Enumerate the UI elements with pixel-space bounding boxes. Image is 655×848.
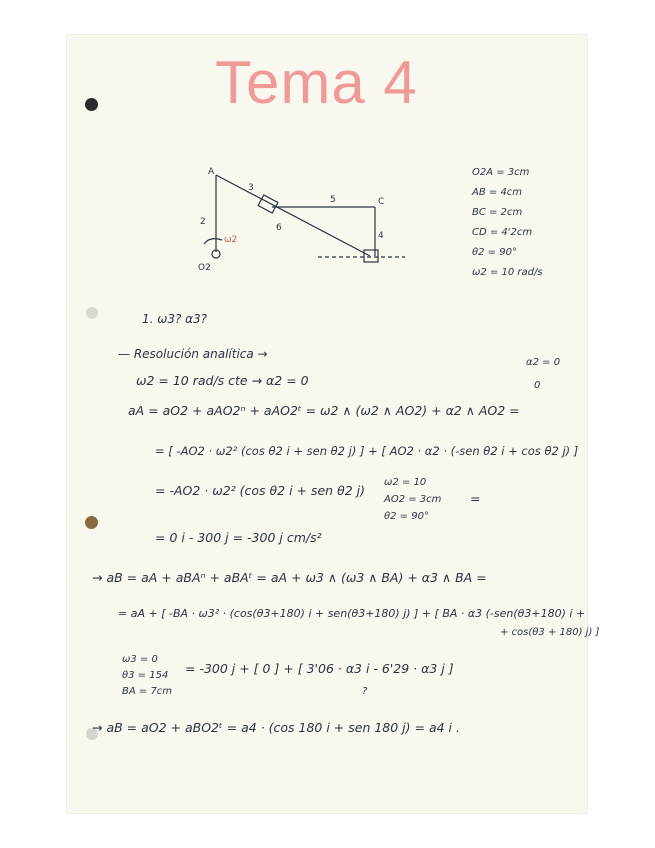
label-link-2: 2 bbox=[200, 217, 206, 227]
given-item: BC = 2cm bbox=[472, 207, 523, 218]
label-link-3: 3 bbox=[248, 183, 254, 193]
given-item: AB = 4cm bbox=[472, 187, 523, 198]
label-o2: O2 bbox=[198, 263, 211, 273]
given-item: ω2 = 10 rad/s bbox=[472, 267, 543, 278]
brace-item: AO2 = 3cm bbox=[384, 494, 442, 505]
punch-hole bbox=[85, 98, 98, 111]
label-link-4: 4 bbox=[378, 231, 384, 241]
ground-slider bbox=[364, 250, 378, 262]
equation-line: aA = aO2 + aAO2ⁿ + aAO2ᵗ = ω2 ∧ (ω2 ∧ AO2) + α2 ∧ AO2 = bbox=[128, 403, 520, 418]
label-link-5: 5 bbox=[330, 195, 336, 205]
equation-line: → aB = aO2 + aBO2ᵗ = a4 · (cos 180 i + sen 180 j) = a4 i . bbox=[92, 720, 460, 735]
omega-arrow bbox=[204, 239, 222, 244]
link-3 bbox=[216, 175, 370, 256]
side-note: α2 = 0 bbox=[526, 357, 561, 368]
equation-line: ω2 = 10 rad/s cte → α2 = 0 bbox=[136, 373, 309, 388]
mechanism-diagram bbox=[190, 160, 420, 275]
label-omega2: ω2 bbox=[224, 235, 238, 245]
given-item: θ2 = 90° bbox=[472, 247, 517, 258]
equation-line: → aB = aA + aBAⁿ + aBAᵗ = aA + ω3 ∧ (ω3 ∧ BA) + α3 ∧ BA = bbox=[92, 570, 487, 585]
brace-item: ω2 = 10 bbox=[384, 477, 427, 488]
punch-hole bbox=[86, 307, 98, 319]
label-a: A bbox=[208, 167, 215, 177]
equation-line: = bbox=[470, 491, 481, 506]
brace-item: θ3 = 154 bbox=[122, 670, 169, 681]
equation-line: = -AO2 · ω2² (cos θ2 i + sen θ2 j) bbox=[155, 483, 365, 498]
slider-block bbox=[258, 195, 278, 213]
equation-line: + cos(θ3 + 180) j) ] bbox=[500, 627, 600, 638]
label-link-6: 6 bbox=[276, 223, 282, 233]
page-title: Tema 4 bbox=[215, 49, 418, 116]
section-heading: — Resolución analítica → bbox=[118, 347, 268, 361]
question: 1. ω3? α3? bbox=[142, 312, 208, 326]
label-c: C bbox=[378, 197, 385, 207]
equation-line: = aA + [ -BA · ω3² · (cos(θ3+180) i + sen(θ3+180) j) ] + [ BA · α3 (-sen(θ3+180) i + bbox=[118, 607, 586, 620]
equation-line: = 0 i - 300 j = -300 j cm/s² bbox=[155, 530, 322, 545]
brace-item: BA = 7cm bbox=[122, 686, 173, 697]
side-mark: 0 bbox=[534, 380, 541, 391]
given-item: CD = 4'2cm bbox=[472, 227, 533, 238]
brace-item: ω3 = 0 bbox=[122, 654, 158, 665]
punch-hole bbox=[85, 516, 98, 529]
unknown-mark: ? bbox=[362, 686, 368, 697]
brace-item: θ2 = 90° bbox=[384, 511, 429, 522]
given-item: O2A = 3cm bbox=[472, 167, 530, 178]
equation-line: = -300 j + [ 0 ] + [ 3'06 · α3 i - 6'29 · α3 j ] bbox=[185, 661, 454, 676]
equation-line: = [ -AO2 · ω2² (cos θ2 i + sen θ2 j) ] + [ AO2 · α2 · (-sen θ2 i + cos θ2 j) ] bbox=[155, 444, 579, 458]
